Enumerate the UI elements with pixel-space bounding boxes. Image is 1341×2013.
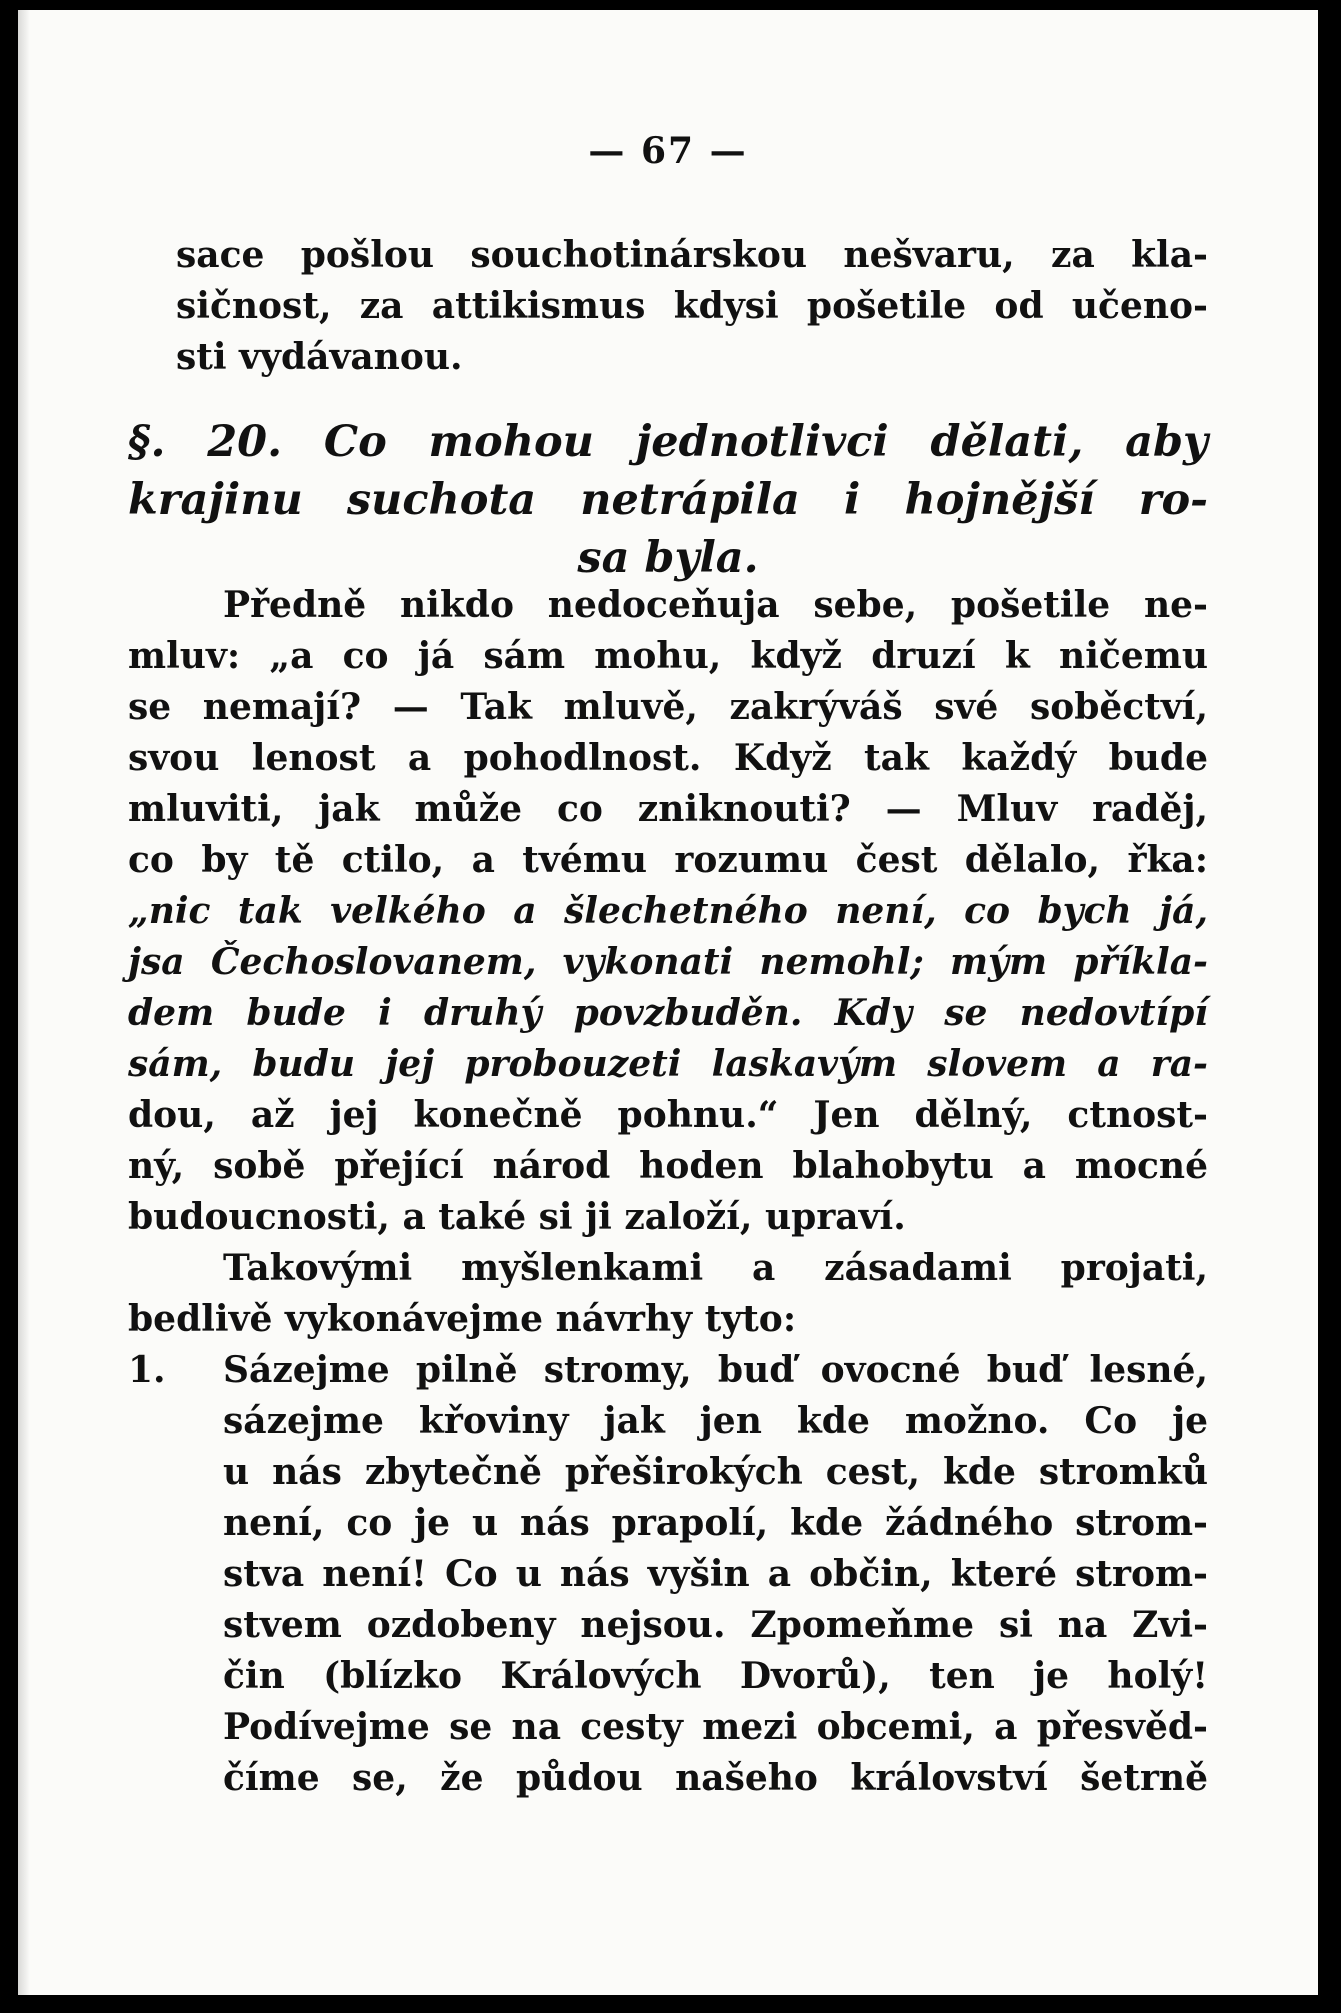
section-heading [128, 413, 1208, 587]
text-line: stva není! Co u nás vyšin a občin, které strom- [223, 1553, 1208, 1595]
text-line: se nemají? — Tak mluvě, zakrýváš své soběctví, [128, 686, 1208, 728]
text-line: čin (blízko Králových Dvorů), ten je holý! [223, 1655, 1208, 1697]
book-page [18, 10, 1318, 1995]
text-line: není, co je u nás prapolí, kde žádného strom- [223, 1502, 1208, 1544]
text-line: mluviti, jak může co zniknouti? — Mluv raděj, [128, 788, 1208, 830]
heading-line: krajinu suchota netrápila i hojnější ro- [128, 475, 1208, 525]
text-line: mluv: „a co já sám mohu, když druzí k ničemu [128, 635, 1208, 677]
intro-paragraph [128, 1243, 1208, 1345]
page-number: — 67 — [588, 130, 748, 172]
list-item [128, 1345, 1208, 1804]
body-paragraph [128, 580, 1208, 1243]
text-line: stvem ozdobeny nejsou. Zpomeňme si na Zvi- [223, 1604, 1208, 1646]
heading-line: §. 20. Co mohou jednotlivci dělati, aby [128, 417, 1208, 467]
scan-shadow [18, 10, 30, 1995]
text-line: sázejme křoviny jak jen kde možno. Co je [223, 1400, 1208, 1442]
text-line: sičnost, za attikismus kdysi pošetile od učeno- [176, 285, 1208, 327]
text-line: Předně nikdo nedoceňuja sebe, pošetile ne- [223, 584, 1208, 626]
text-line: budoucnosti, a také si ji založí, upraví. [128, 1196, 906, 1238]
text-line: „nic tak velkého a šlechetného není, co bych já, [128, 890, 1208, 932]
text-line: co by tě ctilo, a tvému rozumu čest dělalo, řka: [128, 839, 1208, 881]
text-line: dem bude i druhý povzbuděn. Kdy se nedovtípí [128, 992, 1208, 1034]
text-line: ný, sobě přející národ hoden blahobytu a mocné [128, 1145, 1208, 1187]
text-line: Takovými myšlenkami a zásadami projati, [223, 1247, 1208, 1289]
text-line: Sázejme pilně stromy, buď ovocné buď lesné, [223, 1349, 1208, 1391]
text-line: u nás zbytečně přeširokých cest, kde stromků [223, 1451, 1208, 1493]
text-line: sám, budu jej probouzeti laskavým slovem a ra- [128, 1043, 1208, 1085]
text-line: sti vydávanou. [176, 336, 463, 378]
text-line: Podívejme se na cesty mezi obcemi, a přesvěd- [223, 1706, 1208, 1748]
heading-line: sa byla. [577, 533, 759, 583]
continuation-paragraph [128, 230, 1208, 383]
text-line: dou, až jej konečně pohnu.“ Jen dělný, ctnost- [128, 1094, 1208, 1136]
text-line: číme se, že půdou našeho království šetrně [223, 1757, 1208, 1799]
list-item-number: 1. [128, 1349, 166, 1391]
text-line: svou lenost a pohodlnost. Když tak každý bude [128, 737, 1208, 779]
text-line: sace pošlou souchotinárskou nešvaru, za kla- [176, 234, 1208, 276]
text-line: bedlivě vykonávejme návrhy tyto: [128, 1298, 797, 1340]
text-line: jsa Čechoslovanem, vykonati nemohl; mým příkla- [128, 941, 1208, 983]
